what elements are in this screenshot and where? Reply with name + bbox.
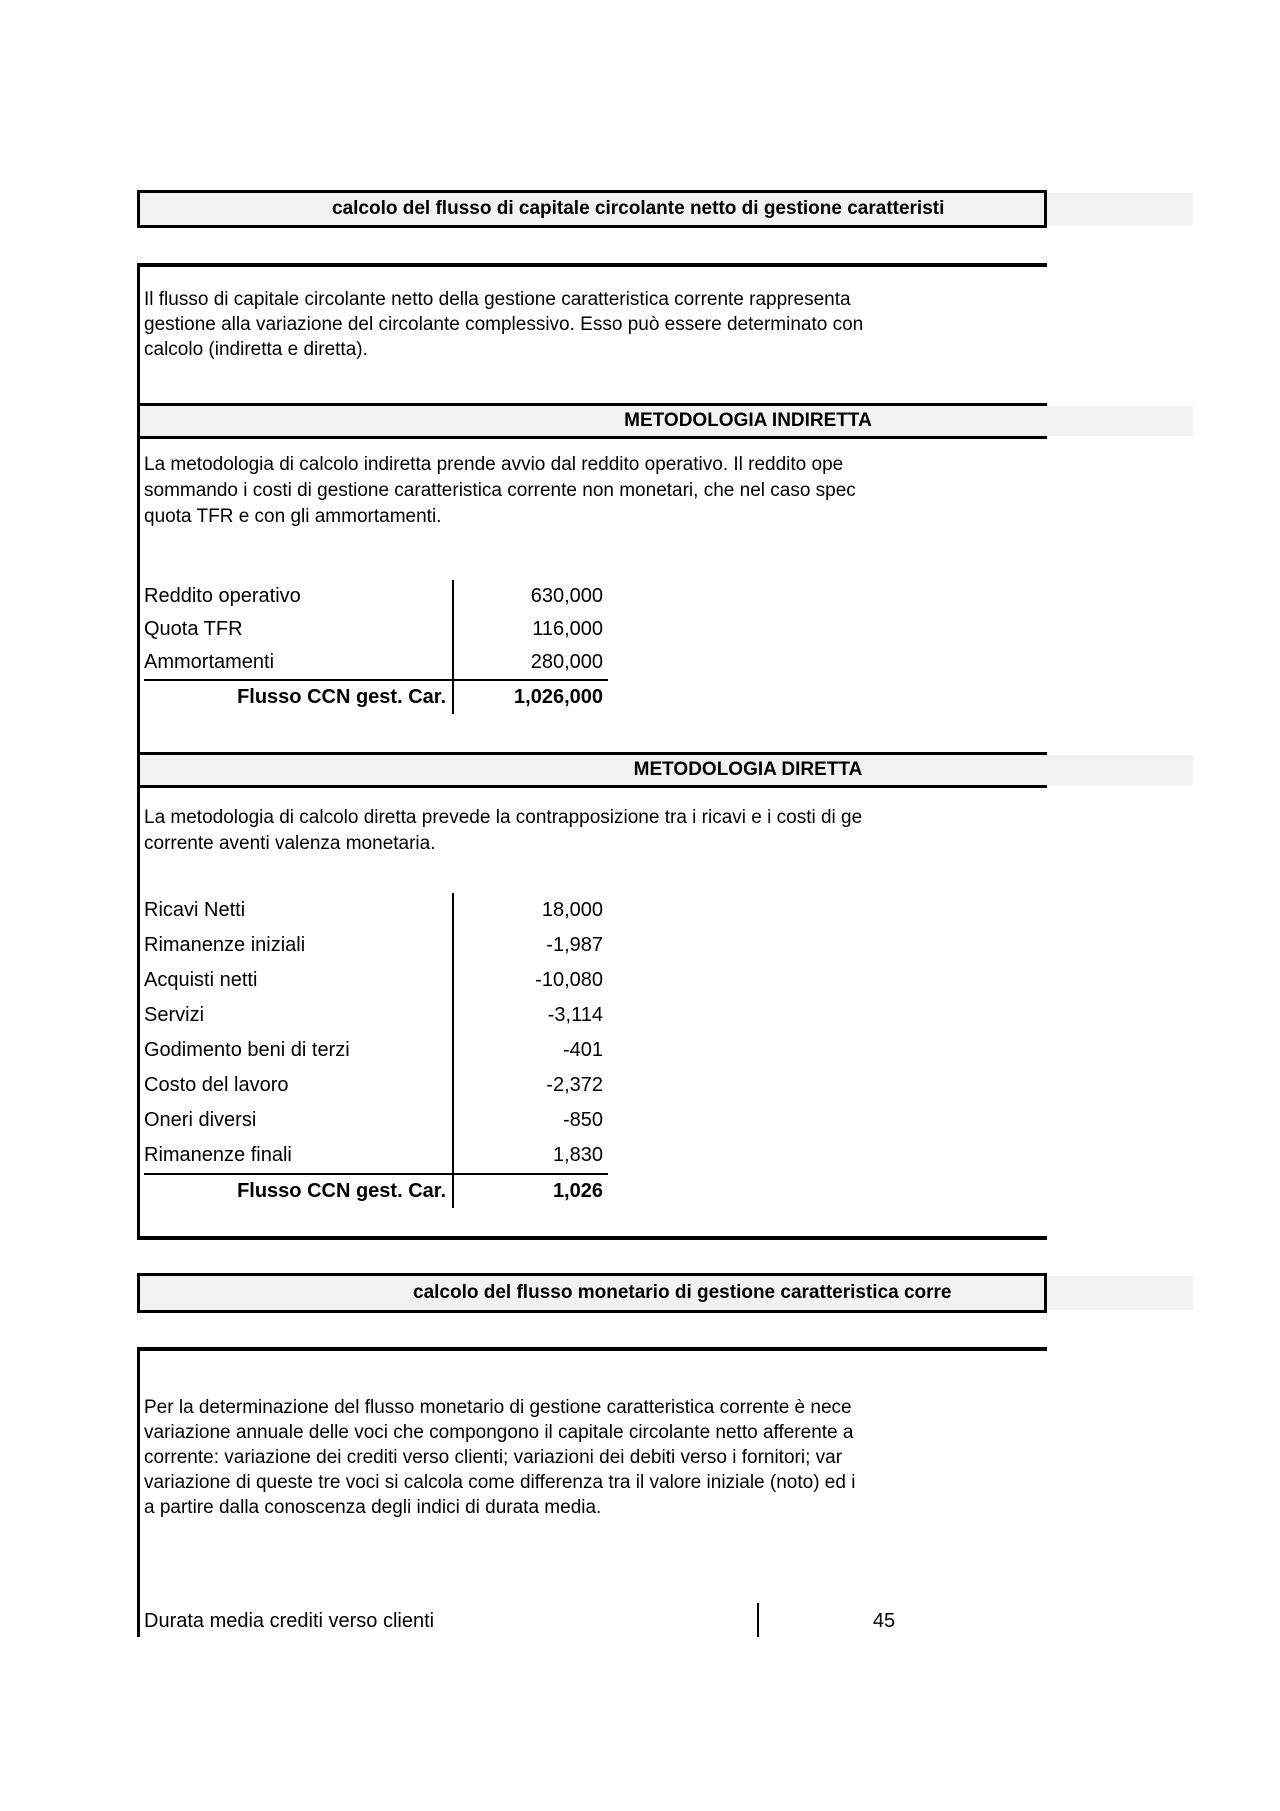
row-label: Godimento beni di terzi [144, 1039, 350, 1061]
direct-description [144, 805, 862, 857]
row-label: Ammortamenti [144, 651, 275, 673]
intro-line: calcolo (indiretta e diretta). [144, 339, 368, 360]
table-row [144, 613, 608, 646]
intro-line: Il flusso di capitale circolante netto della gestione caratteristica corrente rappresenta [144, 289, 851, 310]
table-total-row [144, 679, 608, 714]
total-value: 1,026 [452, 1175, 608, 1208]
monetario-title-bar [137, 1273, 1047, 1313]
table-row [144, 646, 608, 679]
row-label: Reddito operativo [144, 585, 301, 607]
description-line: corrente aventi valenza monetaria. [144, 833, 436, 854]
row-value: -3,114 [452, 998, 608, 1033]
description-line: Per la determinazione del flusso monetario di gestione caratteristica corrente è nece [144, 1397, 852, 1418]
indirect-description [144, 452, 856, 530]
row-label: Ricavi Netti [144, 899, 246, 921]
table-row [144, 963, 608, 998]
row-value: -850 [452, 1103, 608, 1138]
row-value: -2,372 [452, 1068, 608, 1103]
direct-band-fill-extension [1047, 755, 1193, 785]
column-divider [757, 1603, 759, 1637]
duration-metric-label: Durata media crediti verso clienti [144, 1610, 435, 1632]
direct-heading-text: METODOLOGIA DIRETTA [633, 759, 863, 780]
ccn-content-box [137, 263, 1047, 1240]
table-row [144, 893, 608, 928]
indirect-band-fill-extension [1047, 406, 1193, 436]
direct-table [144, 893, 608, 1208]
row-label: Quota TFR [144, 618, 243, 640]
table-row [144, 580, 608, 613]
monetario-title-fill-extension [1047, 1276, 1193, 1310]
description-line: sommando i costi di gestione caratteristica corrente non monetari, che nel caso spec [144, 480, 856, 501]
indirect-table [144, 580, 608, 714]
row-value: -401 [452, 1033, 608, 1068]
monetario-content-box [137, 1347, 1047, 1637]
description-line: variazione annuale delle voci che compongono il capitale circolante netto afferente a [144, 1422, 854, 1443]
row-value: 280,000 [452, 646, 608, 679]
indirect-heading-text: METODOLOGIA INDIRETTA [624, 410, 872, 431]
row-value: 18,000 [452, 893, 608, 928]
table-row [144, 1103, 608, 1138]
total-label: Flusso CCN gest. Car. [237, 1180, 446, 1202]
row-value: -1,987 [452, 928, 608, 963]
direct-heading-band [140, 752, 1047, 788]
monetario-title-text: calcolo del flusso monetario di gestione caratteristica corre [413, 1282, 952, 1303]
table-row [144, 1033, 608, 1068]
row-label: Costo del lavoro [144, 1074, 289, 1096]
indirect-heading-band [140, 403, 1047, 439]
table-total-row [144, 1173, 608, 1208]
row-value: 116,000 [452, 613, 608, 646]
ccn-title-text: calcolo del flusso di capitale circolante netto di gestione caratteristi [332, 198, 945, 219]
table-row [144, 1138, 608, 1173]
description-line: variazione di queste tre voci si calcola come differenza tra il valore iniziale (noto) ed i [144, 1472, 856, 1493]
total-label: Flusso CCN gest. Car. [237, 686, 446, 708]
intro-line: gestione alla variazione del circolante complessivo. Esso può essere determinato con [144, 314, 864, 335]
row-value: -10,080 [452, 963, 608, 998]
row-label: Rimanenze finali [144, 1144, 292, 1166]
table-row [144, 928, 608, 963]
monetario-description [144, 1395, 855, 1520]
description-line: La metodologia di calcolo diretta prevede la contrapposizione tra i ricavi e i costi di ge [144, 807, 863, 828]
row-label: Oneri diversi [144, 1109, 257, 1131]
ccn-title-fill-extension [1047, 193, 1193, 225]
table-row [144, 998, 608, 1033]
ccn-intro-paragraph [144, 287, 863, 362]
description-line: a partire dalla conoscenza degli indici di durata media. [144, 1497, 602, 1518]
row-label: Acquisti netti [144, 969, 258, 991]
row-value: 630,000 [452, 580, 608, 613]
table-row [144, 1068, 608, 1103]
description-line: quota TFR e con gli ammortamenti. [144, 506, 442, 527]
row-value: 1,830 [452, 1138, 608, 1173]
row-label: Servizi [144, 1004, 205, 1026]
duration-metric-value: 45 [872, 1610, 896, 1632]
description-line: La metodologia di calcolo indiretta prende avvio dal reddito operativo. Il reddito ope [144, 454, 844, 475]
description-line: corrente: variazione dei crediti verso clienti; variazioni dei debiti verso i fornitori; var [144, 1447, 843, 1468]
total-value: 1,026,000 [452, 681, 608, 714]
row-label: Rimanenze iniziali [144, 934, 306, 956]
ccn-title-bar [137, 190, 1047, 228]
